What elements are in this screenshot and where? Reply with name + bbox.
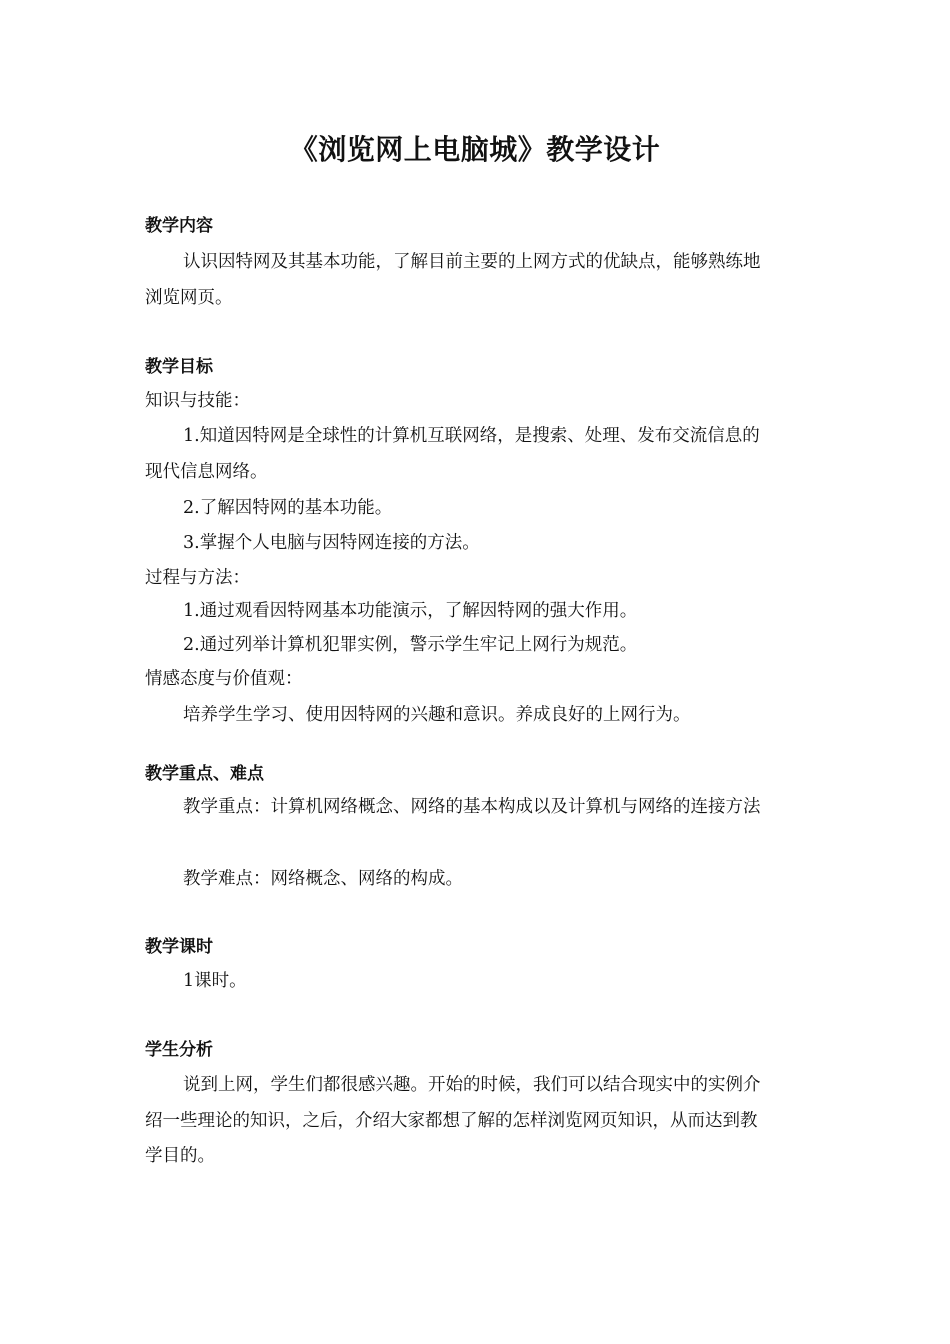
section-heading-key-points: 教学重点、难点 <box>145 764 264 784</box>
document-title: 《浏览网上电脑城》教学设计 <box>289 133 661 166</box>
goals-knowledge-item: 3.掌握个人电脑与因特网连接的方法。 <box>183 533 480 553</box>
goals-emotion-item: 培养学生学习、使用因特网的兴趣和意识。养成良好的上网行为。 <box>183 705 691 725</box>
students-line-2: 绍一些理论的知识，之后，介绍大家都想了解的怎样浏览网页知识，从而达到教 <box>145 1111 758 1131</box>
section-heading-students: 学生分析 <box>145 1040 213 1060</box>
goals-knowledge-item: 现代信息网络。 <box>145 462 268 482</box>
key-point-line: 教学重点：计算机网络概念、网络的基本构成以及计算机与网络的连接方法 <box>183 797 761 817</box>
section-heading-goals: 教学目标 <box>145 357 213 377</box>
students-line-3: 学目的。 <box>145 1146 215 1166</box>
section-heading-content: 教学内容 <box>145 216 213 236</box>
goals-process-label: 过程与方法： <box>145 568 250 588</box>
goals-knowledge-item: 1.知道因特网是全球性的计算机互联网络，是搜索、处理、发布交流信息的 <box>183 426 760 446</box>
section-heading-hours: 教学课时 <box>145 937 213 957</box>
hours-value: 1课时。 <box>183 971 247 991</box>
goals-knowledge-label: 知识与技能： <box>145 391 250 411</box>
goals-knowledge-item: 2.了解因特网的基本功能。 <box>183 498 393 518</box>
goals-process-item: 1.通过观看因特网基本功能演示，了解因特网的强大作用。 <box>183 601 638 621</box>
goals-emotion-label: 情感态度与价值观： <box>145 669 303 689</box>
content-line-1: 认识因特网及其基本功能，了解目前主要的上网方式的优缺点，能够熟练地 <box>183 252 761 272</box>
goals-process-item: 2.通过列举计算机犯罪实例，警示学生牢记上网行为规范。 <box>183 635 638 655</box>
content-line-2: 浏览网页。 <box>145 288 233 308</box>
difficult-point-line: 教学难点：网络概念、网络的构成。 <box>183 869 463 889</box>
students-line-1: 说到上网，学生们都很感兴趣。开始的时候，我们可以结合现实中的实例介 <box>183 1075 761 1095</box>
